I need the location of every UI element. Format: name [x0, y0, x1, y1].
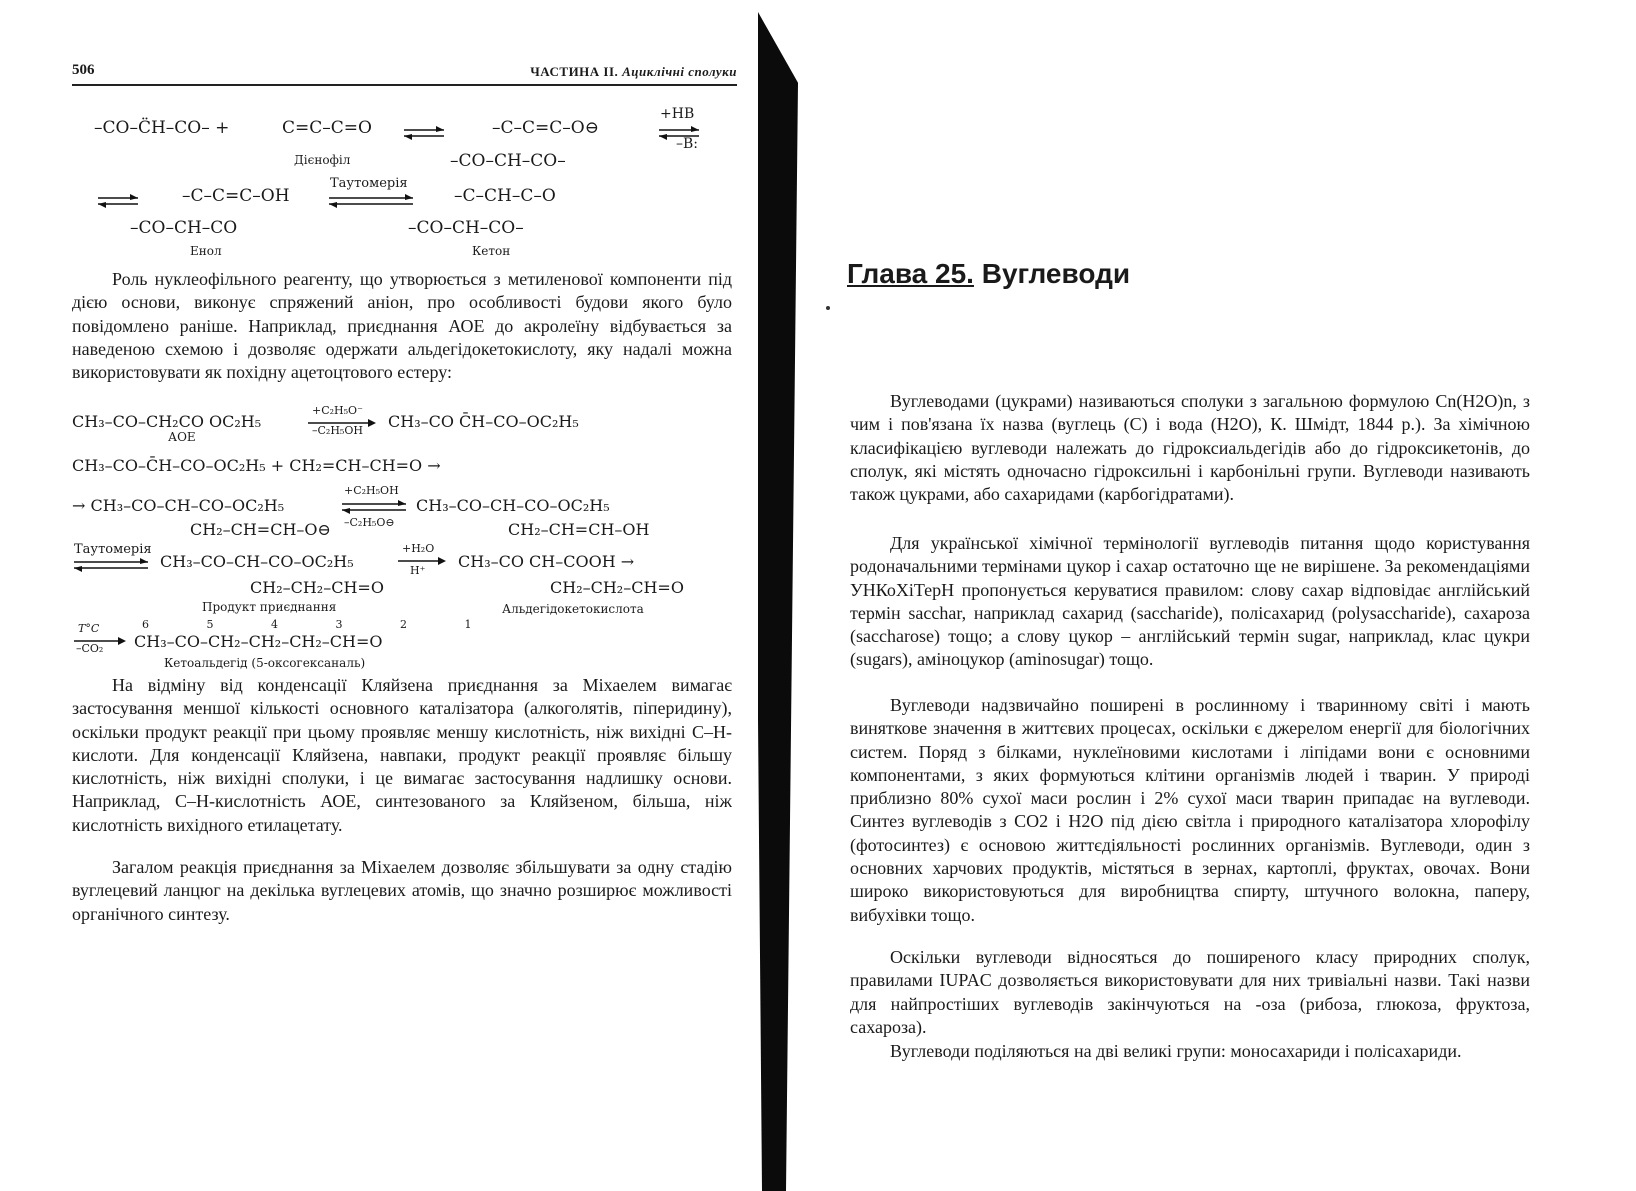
- equilibrium-arrow: [327, 194, 417, 208]
- equilibrium-arrow: [96, 194, 141, 208]
- s2-l3-left-top: → CH₃–CO–CH–CO–OC₂H₅: [72, 496, 285, 515]
- scheme1-reagent-top: +HB: [660, 106, 695, 122]
- enol-bottom: –CO–CH–CO: [130, 218, 238, 238]
- scheme1-row1-dienophile: C=C–C=O: [282, 118, 372, 138]
- s2-l3-reagent-top: +C₂H₅OH: [344, 484, 399, 497]
- scheme1-row1-left: –CO–C̈H–CO– +: [94, 118, 230, 138]
- keton-top: –C–CH–C–O: [454, 186, 556, 206]
- enol-label: Енол: [190, 244, 222, 258]
- s2-l1-reagent-bottom: –C₂H₅OH: [312, 424, 363, 437]
- s2-l4-reagent-top: +H₂O: [402, 542, 435, 555]
- s2-l4-left-top: CH₃–CO–CH–CO–OC₂H₅: [160, 552, 354, 571]
- dienophile-label: Дієнофіл: [294, 153, 351, 167]
- acid-label: Альдегідокетокислота: [502, 602, 644, 616]
- right-paragraph-2: Для української хімічної термінології вуглеводів питання щодо користування родоначальними термінами цукор і сахар остаточно ще не вирішене. За рекомендаціями УНКоХіТерН пропонується керуватися правилом: слову сахар відповідає англійський термін sacchar, наприклад сахарид (saccharide), полісахарид (polysaccharide), сахароза (saccharose) тощо; а слову цукор – англійський термін sugar, наприклад, клас цукри (sugars), аміноцукор (aminosugar) тощо.: [850, 533, 1530, 670]
- keton-bottom: –CO–CH–CO–: [408, 218, 524, 238]
- running-title: [530, 64, 737, 80]
- s2-l3-left-bottom: CH₂–CH=CH–O⊖: [190, 520, 331, 539]
- s2-l4-right-top: CH₃–CO CH–COOH →: [458, 552, 635, 571]
- s2-l2: CH₃–CO–C̄H–CO–OC₂H₅ + CH₂=CH–CH=O →: [72, 456, 441, 475]
- s2-l5-reagent-top: T°C: [78, 622, 100, 635]
- right-page: [800, 0, 1636, 1191]
- enol-top: –C–C=C–OH: [182, 186, 290, 206]
- scheme1-reagent-bottom: –B:: [676, 136, 699, 152]
- equilibrium-arrow: [72, 558, 152, 572]
- s2-l1-reagent-top: +C₂H₅O⁻: [312, 404, 363, 417]
- page-number: 506: [72, 62, 95, 78]
- product-label: Продукт приєднання: [202, 600, 337, 614]
- ketoaldehyde-label: Кетоальдегід (5-оксогексаналь): [164, 656, 366, 670]
- right-paragraph-4: Оскільки вуглеводи відносяться до поширеного класу природних сполук, правилами IUPAC дозволяється використовувати для них тривіальні назви. Такі назви для найпростіших вуглеводів закінчуються на -оза (рибоза, глюкоза, фруктоза, сахароза).: [850, 947, 1530, 1037]
- s2-l5-reagent-bottom: –CO₂: [76, 642, 104, 655]
- left-page: [0, 0, 760, 1191]
- running-head-title: Ациклічні сполуки: [622, 64, 737, 79]
- s2-l4-right-bottom: CH₂–CH₂–CH=O: [550, 578, 684, 597]
- s2-l3-right-bottom: CH₂–CH=CH–OH: [508, 520, 650, 539]
- s2-l1-right: CH₃–CO C̄H–CO–OC₂H₅: [388, 412, 579, 431]
- running-head-part: ЧАСТИНА II.: [530, 64, 619, 79]
- s2-l3-reagent-bottom: –C₂H₅O⊖: [344, 516, 395, 529]
- right-paragraph-3: Вуглеводи надзвичайно поширені в рослинному і тваринному світі і мають виняткове значення в життєвих процесах, оскільки є джерелом енергії для біологічних систем. Поряд з білками, нуклеїновими кислотами і ліпідами вони є основними компонентами, з яких формуються клітини організмів людей і тварин. У природі приблизно 80% сухої маси рослин і 2% сухої маси тварин припадає на вуглеводи. Синтез вуглеводів з CO2 і H2O під дією світла і природного каталізатора хлорофілу (фотосинтез) є основою життєдіяльності рослинних організмів. Вуглеводи, один з основних харчових продуктів, містяться в зернах, картоплі, фруктах, овочах. Вони широко використовуються для виробництва спирту, штучного волокна, паперу, вибухівки тощо.: [850, 695, 1530, 925]
- s2-l4-reagent-bottom: H⁺: [410, 564, 426, 577]
- scheme1-row1-right-bottom: –CO–CH–CO–: [450, 151, 566, 171]
- s2-l4-left-bottom: CH₂–CH₂–CH=O: [250, 578, 384, 597]
- chapter-heading: [847, 258, 1130, 290]
- carbon-numbering: 6 5 4 3 2 1: [142, 618, 499, 631]
- s2-l1-left: CH₃–CO–CH₂CO OC₂H₅: [72, 412, 262, 431]
- s2-l3-right-top: CH₃–CO–CH–CO–OC₂H₅: [416, 496, 610, 515]
- right-paragraph-5: Вуглеводи поділяються на дві великі групи: моносахариди і полісахариди.: [890, 1041, 1462, 1061]
- tautomerism-label: Таутомерія: [330, 176, 408, 191]
- equilibrium-arrow: [340, 500, 410, 514]
- left-paragraph-2: На відміну від конденсації Кляйзена приєднання за Міхаелем вимагає застосування меншої кількості основного каталізатора (алкоголятів, піперидину), оскільки продукт реакції при цьому проявляє меншу кислотність, ніж вихідні С–Н-кислоти. Для конденсації Кляйзена, навпаки, продукт реакції проявляє більшу кислотність, ніж вихідні сполуки, і це вимагає застосування надлишку основи. Наприклад, С–Н-кислотність АОЕ, синтезованого за Кляйзеном, більша, ніж кислотність вихідного етилацетату.: [72, 675, 732, 835]
- equilibrium-arrow: [402, 126, 447, 140]
- left-paragraph-1: Роль нуклеофільного реагенту, що утворюється з метиленової компоненти під дією основи, виконує спряжений аніон, про особливості будови якого було повідомлено раніше. Наприклад, приєднання АОЕ до акролеїну відбувається за наведеною схемою і дозволяє одержати альдегідокетокислоту, яку надалі можна використовувати як похідну ацетоцтового естеру:: [72, 269, 732, 383]
- running-head: [72, 62, 737, 86]
- speck: [826, 306, 830, 310]
- left-paragraph-3: Загалом реакція приєднання за Міхаелем дозволяє збільшувати за одну стадію вуглецевий ланцюг на декілька вуглецевих атомів, що значно розширює можливості органічного синтезу.: [72, 857, 732, 924]
- s2-l4-tautomerism: Таутомерія: [74, 542, 152, 557]
- chapter-number: Глава 25.: [847, 258, 974, 289]
- s2-l5-formula: CH₃–CO–CH₂–CH₂–CH₂–CH=O: [134, 632, 383, 651]
- aoe-label: АОЕ: [168, 430, 196, 444]
- chapter-title: Вуглеводи: [981, 258, 1131, 289]
- keton-label: Кетон: [472, 244, 511, 258]
- scheme1-row1-right-top: –C–C=C–O⊖: [492, 118, 599, 138]
- right-paragraph-1: Вуглеводами (цукрами) називаються сполуки з загальною формулою Cn(H2O)n, з чим і пов'язана їх назва (вуглець (С) і вода (H2O), К. Шмідт, 1844 р.). За хімічною класифікацією вуглеводи належать до гідроксиальдегідів або до гідроксикетонів, до сполук, які містять одночасно гідроксильні і карбонільні групи. Вуглеводи називають також цукрами, або сахаридами (карбогідратами).: [850, 391, 1530, 505]
- book-spine-shadow: [758, 12, 798, 1191]
